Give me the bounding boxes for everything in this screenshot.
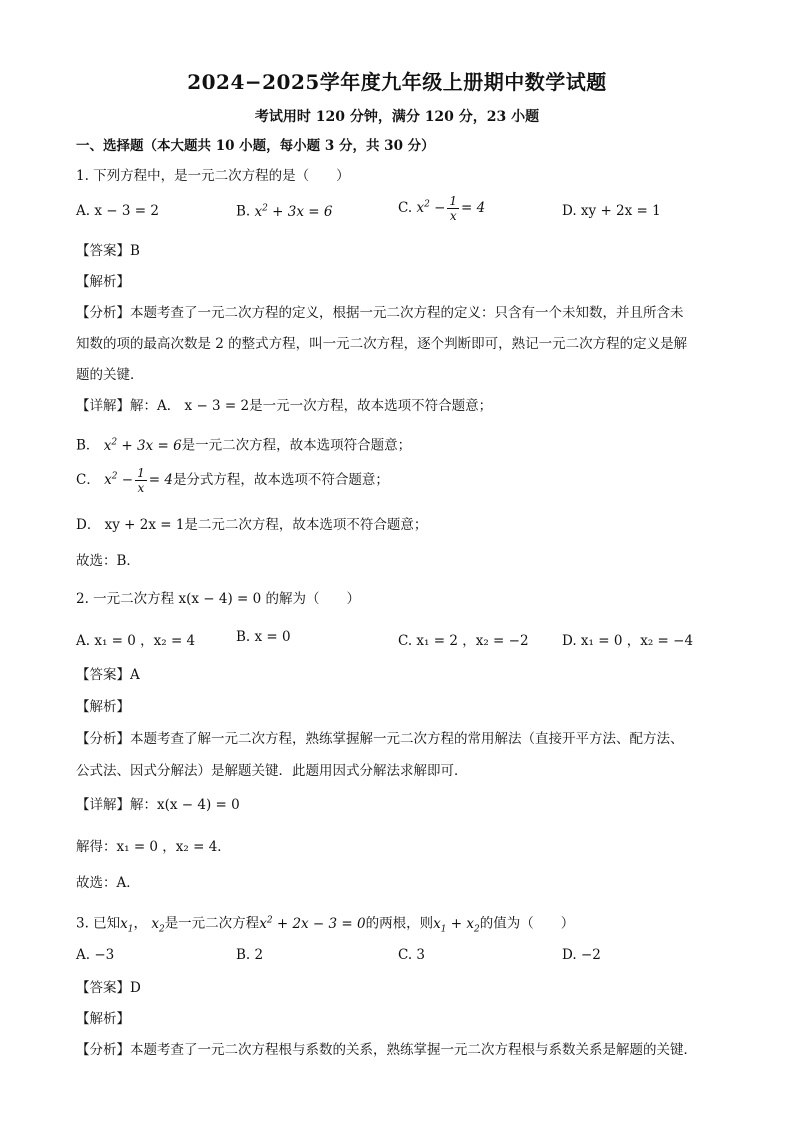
q3-option-a: A. −3 [76, 947, 115, 963]
page-title: 2024−2025学年度九年级上册期中数学试题 [187, 70, 607, 94]
q1-detail-line-2-text: 是一元二次方程，故本选项符合题意； [181, 437, 412, 454]
q1-option-b-prefix: B. [236, 203, 255, 220]
q1-detail-line-4: D． xy + 2x = 1是二元二次方程，故本选项不符合题意； [76, 517, 428, 533]
q2-option-a: A. x₁ = 0 ，x₂ = 4 [76, 633, 196, 649]
q1-conclusion: 故选：B． [76, 553, 140, 569]
q2-option-d: D. x₁ = 0 ，x₂ = −4 [562, 633, 694, 649]
q2-option-c: C. x₁ = 2 ，x₂ = −2 [398, 633, 529, 649]
q3-answer: 【答案】D [76, 980, 141, 996]
q2-analysis-line-1: 【分析】本题考查了解一元二次方程，熟练掌握解一元二次方程的常用解法（直接开平方法、配方法、 [76, 731, 684, 747]
q3-stem-suffix: 的两根，则 [365, 915, 434, 932]
q1-stem: 1. 下列方程中，是一元二次方程的是（ ） [76, 168, 350, 184]
q2-option-b: B. x = 0 [236, 629, 291, 645]
q1-detail-line-3: C． $x^2$ − $\frac{1}{x}$ = 4是分式方程，故本选项不符合题意； [76, 466, 389, 495]
q2-jiexi: 【解析】 [76, 699, 130, 715]
q1-option-c: C. $x^2$ − $\frac{1}{x}$ = 4 [398, 194, 486, 223]
page-subtitle: 考试用时 120 分钟，满分 120 分，23 小题 [254, 109, 540, 125]
q3-stem-end: 的值为（ ） [479, 915, 575, 932]
q1-analysis-line-3: 题的关键． [76, 367, 144, 383]
q1-analysis-line-2: 知数的项的最高次数是 2 的整式方程，叫一元二次方程，逐个判断即可，熟记一元二次方程的定义是解 [76, 336, 688, 352]
q3-option-b: B. 2 [236, 947, 264, 963]
q3-stem: 3. 已知$x_1$， $x_2$是一元二次方程$x^2 + 2x - 3 = 0$的两根，则$x_1 + x_2$的值为（ ） [76, 915, 575, 935]
q2-stem: 2. 一元二次方程 x(x − 4) = 0 的解为（ ） [76, 591, 360, 607]
q2-conclusion: 故选：A． [76, 875, 140, 891]
q3-stem-prefix: 3. 已知 [76, 915, 121, 932]
q1-option-d: D. xy + 2x = 1 [562, 203, 661, 219]
q1-jiexi: 【解析】 [76, 274, 130, 290]
q1-detail-line-3-text: 是分式方程，故本选项不符合题意； [172, 472, 389, 488]
q2-analysis-line-2: 公式法、因式分解法）是解题关键．此题用因式分解法求解即可． [76, 763, 468, 779]
section-heading: 一、选择题（本大题共 10 小题，每小题 3 分，共 30 分） [76, 138, 435, 154]
q1-option-a: A. x − 3 = 2 [76, 203, 159, 219]
q3-analysis-line-1: 【分析】本题考查了一元二次方程根与系数的关系，熟练掌握一元二次方程根与系数关系是解题的关键． [76, 1042, 697, 1058]
q3-jiexi: 【解析】 [76, 1011, 130, 1027]
q1-option-c-prefix: C. [398, 200, 417, 216]
q1-detail-line-2: B． $x^2 + 3x = 6$是一元二次方程，故本选项符合题意； [76, 437, 412, 454]
q1-detail-line-1: 【详解】解：A． x − 3 = 2是一元一次方程，故本选项不符合题意； [76, 398, 493, 414]
q2-answer: 【答案】A [76, 667, 140, 683]
q3-stem-mid: 是一元二次方程 [164, 915, 260, 932]
q2-detail-line-2: 解得：x₁ = 0 ，x₂ = 4． [76, 839, 231, 855]
q1-analysis-line-1: 【分析】本题考查了一元二次方程的定义，根据一元二次方程的定义：只含有一个未知数，并且所含未 [76, 305, 684, 321]
q3-option-d: D. −2 [562, 947, 601, 963]
q1-answer: 【答案】B [76, 243, 140, 259]
q3-option-c: C. 3 [398, 947, 426, 963]
q2-detail-line-1: 【详解】解：x(x − 4) = 0 [76, 797, 240, 813]
q1-option-b: B. $x^2 + 3x = 6$ [236, 203, 333, 220]
